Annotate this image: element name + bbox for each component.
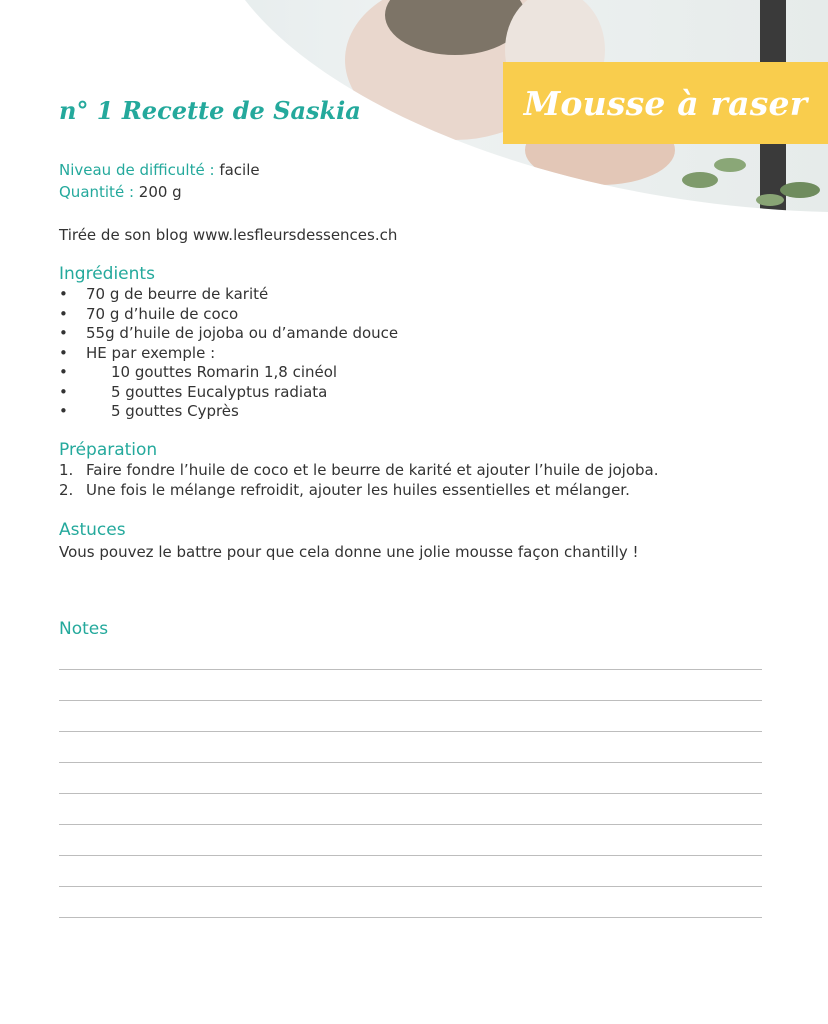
note-line — [59, 855, 762, 856]
list-item: • 55g d’huile de jojoba ou d’amande douce — [59, 324, 398, 344]
note-line — [59, 700, 762, 701]
ingredients-title: Ingrédients — [59, 264, 155, 284]
quantity-value: 200 g — [138, 183, 182, 201]
notes-title: Notes — [59, 619, 109, 639]
notes-lines — [59, 669, 762, 948]
quantity-line — [59, 182, 182, 202]
list-item: • HE par exemple : — [59, 344, 398, 364]
step-text: Faire fondre l’huile de coco et le beurre de karité et ajouter l’huile de jojoba. — [86, 461, 659, 479]
preparation-list — [59, 461, 659, 500]
note-line — [59, 824, 762, 825]
list-item-text: 5 gouttes Eucalyptus radiata — [111, 382, 328, 401]
banner-title: Mousse à raser — [523, 83, 808, 123]
tips-text: Vous pouvez le battre pour que cela donne une jolie mousse façon chantilly ! — [59, 543, 639, 561]
step-number: 2. — [59, 480, 74, 499]
step-number: 1. — [59, 461, 74, 479]
note-line — [59, 793, 762, 794]
note-line — [59, 917, 762, 918]
note-line — [59, 762, 762, 763]
difficulty-label: Niveau de difficulté : — [59, 161, 215, 179]
difficulty-value: facile — [219, 161, 260, 179]
list-item — [59, 461, 659, 481]
list-item — [59, 402, 398, 422]
list-item — [59, 481, 659, 501]
tips-title: Astuces — [59, 520, 126, 540]
note-line — [59, 669, 762, 670]
list-item-text: 5 gouttes Cyprès — [111, 402, 239, 420]
source-line: Tirée de son blog www.lesfleursdessences.ch — [59, 226, 398, 244]
list-item: • 70 g de beurre de karité — [59, 285, 398, 305]
ingredients-list — [59, 285, 398, 422]
list-item-text: 10 gouttes Romarin 1,8 cinéol — [111, 363, 338, 381]
title-banner — [503, 62, 828, 144]
list-item — [59, 363, 398, 383]
note-line — [59, 886, 762, 887]
preparation-title: Préparation — [59, 440, 158, 460]
quantity-label: Quantité : — [59, 183, 134, 201]
list-item — [59, 383, 398, 403]
difficulty-line — [59, 160, 260, 180]
list-item: • 70 g d’huile de coco — [59, 305, 398, 325]
note-line — [59, 731, 762, 732]
recipe-title: n° 1 Recette de Saskia — [59, 96, 361, 125]
step-text: Une fois le mélange refroidit, ajouter les huiles essentielles et mélanger. — [86, 480, 630, 499]
